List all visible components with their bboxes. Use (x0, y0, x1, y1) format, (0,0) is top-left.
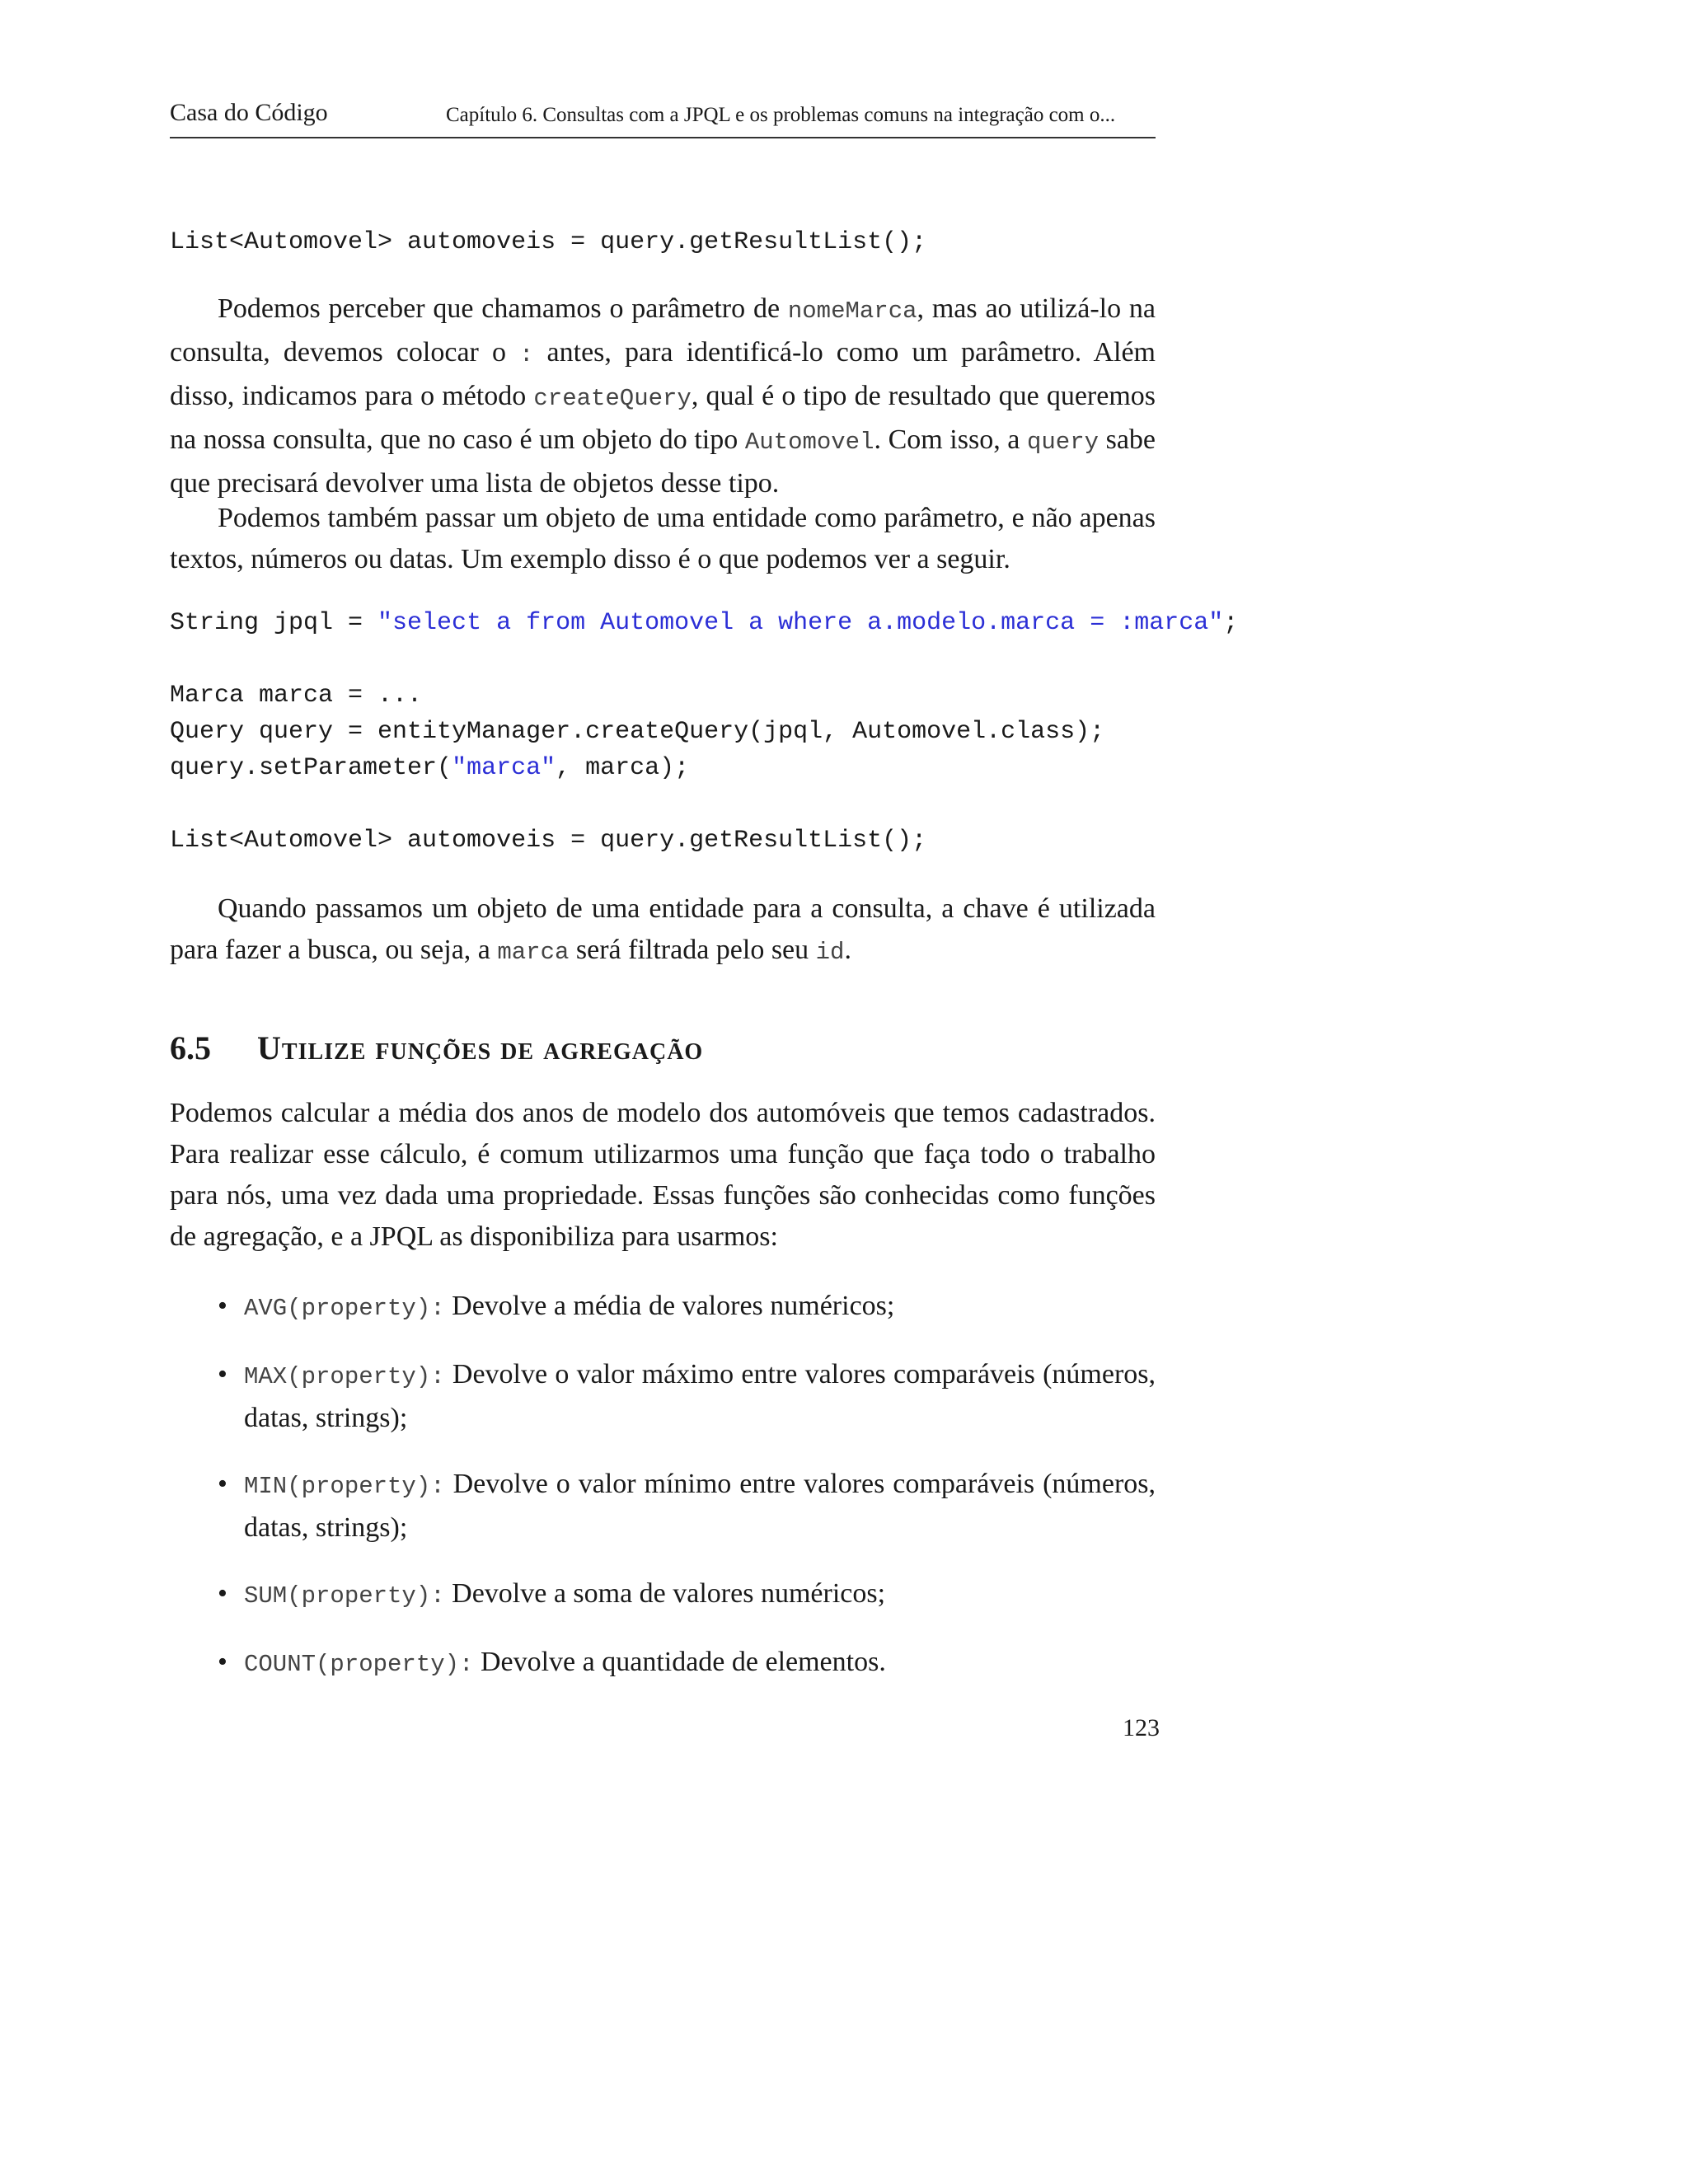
text-run: Devolve a soma de valores numéricos; (444, 1578, 886, 1609)
paragraph-entity-key (170, 888, 1156, 973)
header-chapter-title: Capítulo 6. Consultas com a JPQL e os problemas comuns na integração com o... (446, 104, 1116, 126)
bullet-icon: • (218, 1291, 227, 1321)
list-item (170, 1286, 1156, 1329)
code-block-entity-query (170, 605, 1238, 859)
inline-code: MIN(property): (244, 1473, 445, 1500)
code-line: List<Automovel> automoveis = query.getResultList(); (170, 827, 927, 855)
list-item (170, 1642, 1156, 1685)
text-run: antes, para identificá-lo como um parâmetro. Além disso, indicamos para o método (170, 337, 1156, 411)
section-title: Utilize funções de agregação (257, 1029, 704, 1066)
running-header (170, 96, 1156, 138)
text-run: Podemos calcular a média dos anos de modelo dos automóveis que temos cadastrados. Para realizar esse cálculo, é comum utilizarmos uma função que faça todo o trabalho para nós, uma vez dada uma propriedade. Essas funções são conhecidas como funções de agregação, e a JPQL as disponibiliza para usarmos: (170, 1098, 1156, 1252)
list-item (170, 1573, 1156, 1617)
text-run: Podemos também passar um objeto de uma entidade como parâmetro, e não apenas textos, números ou datas. Um exemplo disso é o que podemos ver a seguir. (170, 503, 1156, 574)
text-run: , qual é o tipo de resultado que queremos na nossa consulta, que no caso é um objeto do tipo (170, 381, 1156, 455)
text-run: Devolve a quantidade de elementos. (473, 1647, 886, 1677)
text-run: Devolve o valor máximo entre valores comparáveis (números, datas, strings); (244, 1359, 1156, 1433)
text-run: sabe que precisará devolver uma lista de objetos desse tipo. (170, 424, 1156, 499)
bullet-icon: • (218, 1647, 227, 1677)
paragraph-entity-parameter (170, 498, 1156, 580)
inline-code: nomeMarca (787, 298, 917, 325)
inline-code: query (1026, 429, 1099, 456)
string-literal: "marca" (452, 754, 556, 782)
code-line: Marca marca = ... (170, 682, 423, 710)
inline-code: : (519, 341, 534, 368)
string-literal: "select a from Automovel a where a.modelo.marca = :marca" (377, 609, 1224, 637)
inline-code: SUM(property): (244, 1582, 445, 1610)
text-run: . Com isso, a (874, 424, 1027, 455)
inline-code: createQuery (533, 385, 692, 412)
inline-code: MAX(property): (244, 1363, 445, 1390)
paragraph-parameter-explanation (170, 288, 1156, 504)
text-run: Devolve a média de valores numéricos; (444, 1291, 895, 1321)
list-item (170, 1354, 1156, 1439)
text-run: será filtrada pelo seu (569, 935, 816, 965)
text-run: , mas ao utilizá-lo na consulta, devemos colocar o (170, 293, 1156, 368)
header-book-title: Casa do Código (170, 99, 328, 126)
bullet-icon: • (218, 1359, 227, 1390)
section-heading (170, 1029, 703, 1067)
inline-code: Automovel (744, 429, 874, 456)
text-run: Podemos perceber que chamamos o parâmetro de (218, 293, 788, 324)
section-number: 6.5 (170, 1029, 211, 1066)
text-run: Quando passamos um objeto de uma entidade para a consulta, a chave é utilizada para fazer a busca, ou seja, a (170, 893, 1156, 965)
inline-code: id (815, 939, 845, 966)
bullet-icon: • (218, 1578, 227, 1609)
code-line: query.setParameter("marca", marca); (170, 754, 690, 782)
inline-code: marca (497, 939, 570, 966)
code-line: List<Automovel> automoveis = query.getResultList(); (170, 228, 927, 256)
paragraph-aggregation-intro (170, 1093, 1156, 1258)
inline-code: COUNT(property): (244, 1651, 474, 1678)
text-run: . (844, 935, 851, 965)
code-block-result-list (170, 224, 926, 260)
bullet-icon: • (218, 1469, 227, 1499)
inline-code: AVG(property): (244, 1295, 445, 1322)
page-number: 123 (1123, 1714, 1160, 1741)
code-line: Query query = entityManager.createQuery(jpql, Automovel.class); (170, 718, 1105, 746)
aggregation-functions-list (170, 1286, 1156, 1710)
list-item (170, 1464, 1156, 1549)
code-line: String jpql = "select a from Automovel a where a.modelo.marca = :marca"; (170, 609, 1239, 637)
text-run: Devolve o valor mínimo entre valores comparáveis (números, datas, strings); (244, 1469, 1156, 1543)
